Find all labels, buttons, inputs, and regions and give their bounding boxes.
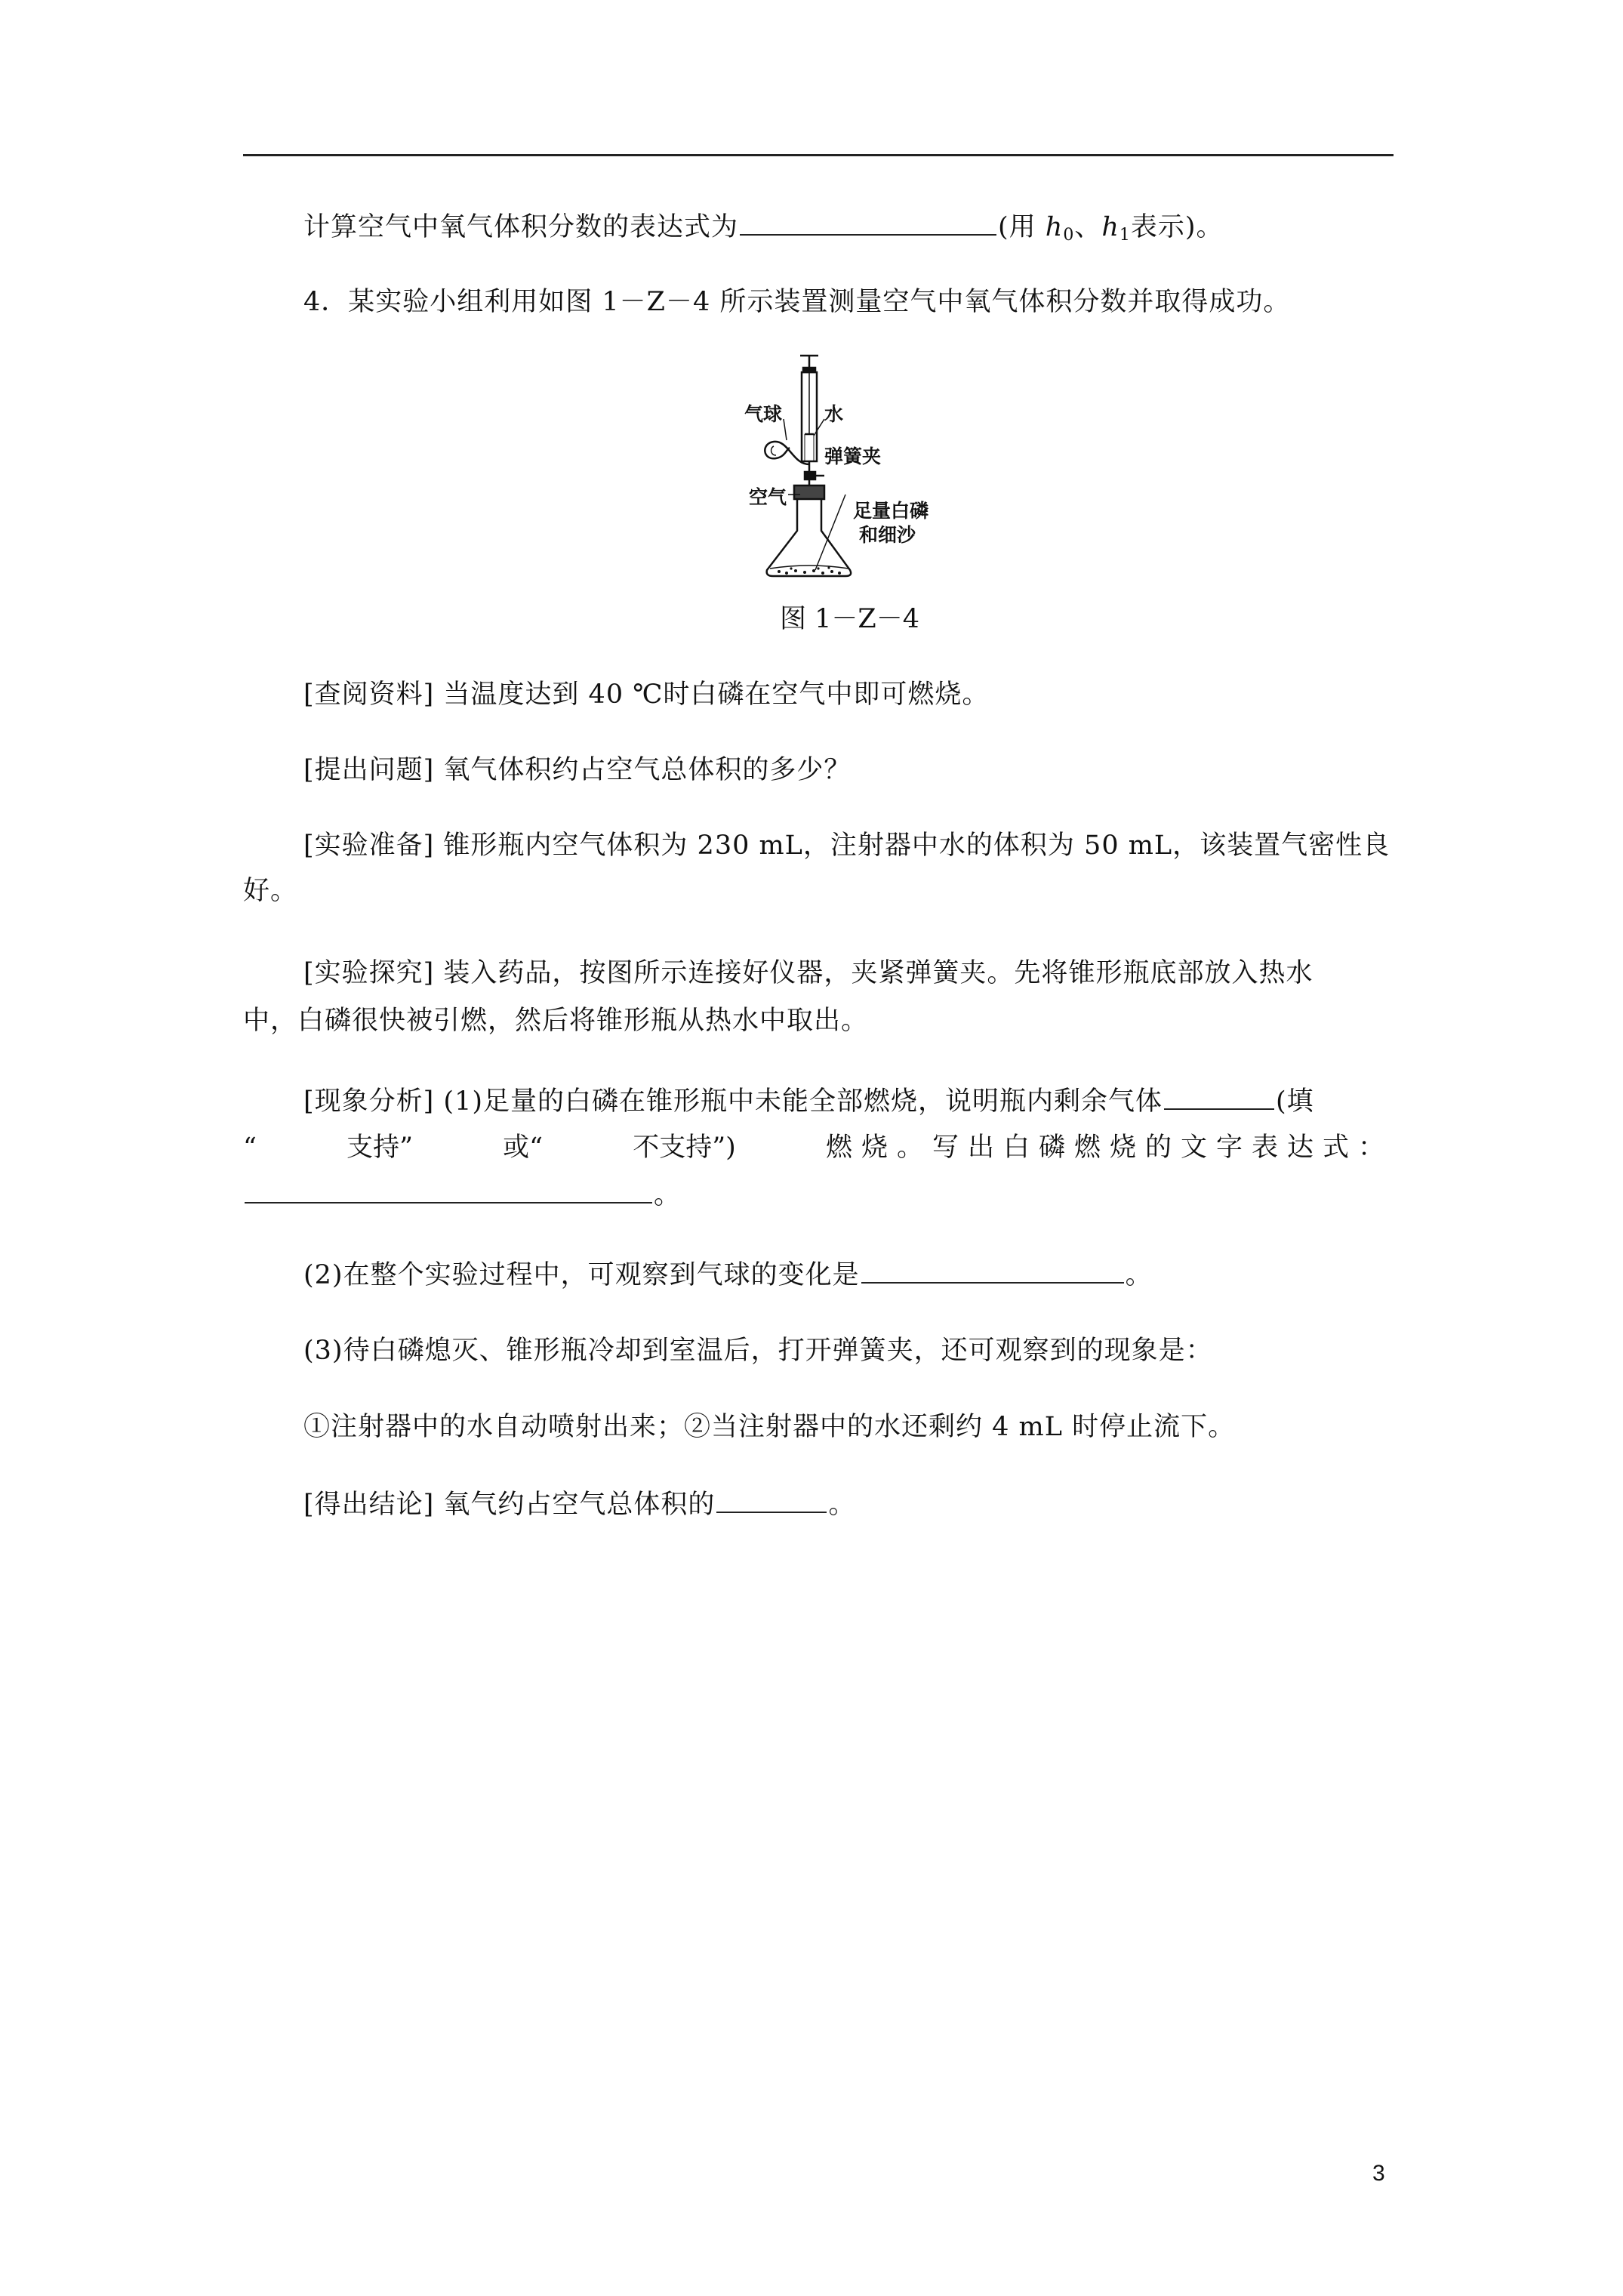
answer-blank-expression[interactable] bbox=[245, 1178, 652, 1203]
label-air: 空气 bbox=[749, 486, 787, 508]
para-lookup: [查阅资料] 当温度达到 40 ℃时白磷在空气中即可燃烧。 bbox=[303, 680, 990, 710]
analysis-line1: [现象分析] (1)足量的白磷在锥形瓶中未能全部燃烧，说明瓶内剩余气体 (填 bbox=[303, 1084, 1314, 1118]
analysis-line3: 。 bbox=[243, 1178, 681, 1212]
para-question: [提出问题] 氧气体积约占空气总体积的多少？ bbox=[303, 755, 852, 785]
page-number: 3 bbox=[1372, 2161, 1385, 2186]
apparatus-figure bbox=[740, 351, 966, 581]
answer-blank-conclusion[interactable] bbox=[716, 1487, 827, 1513]
para-explore-line1: [实验探究] 装入药品，按图所示连接好仪器，夹紧弹簧夹。先将锥形瓶底部放入热水 bbox=[303, 958, 1313, 988]
label-balloon: 气球 bbox=[744, 403, 783, 425]
para-explore-line2: 中，白磷很快被引燃，然后将锥形瓶从热水中取出。 bbox=[243, 1006, 869, 1036]
sand-dots bbox=[778, 566, 841, 575]
conclusion-line: [得出结论] 氧气约占空气总体积的 。 bbox=[303, 1487, 855, 1521]
answer-blank-support[interactable] bbox=[1164, 1084, 1274, 1110]
label-phosphorus-line2: 和细沙 bbox=[859, 524, 916, 546]
clip-illustration bbox=[805, 472, 824, 479]
observation-line: ①注射器中的水自动喷射出来；②当注射器中的水还剩约 4 mL 时停止流下。 bbox=[303, 1412, 1236, 1442]
formula-line: 计算空气中氧气体积分数的表达式为 (用 $h_0$、$h_1$表示)。 bbox=[303, 210, 1224, 244]
analysis-line2: “ 支持” 或“ 不支持”) 燃烧。写出白磷燃烧的文字表达式： bbox=[243, 1133, 1394, 1163]
answer-blank-formula[interactable] bbox=[740, 210, 996, 236]
question-4-intro: 4．某实验小组利用如图 1－Z－4 所示装置测量空气中氧气体积分数并取得成功。 bbox=[303, 287, 1291, 317]
label-phosphorus-line1: 足量白磷 bbox=[853, 500, 929, 522]
question-2-line: (2)在整个实验过程中，可观察到气球的变化是 。 bbox=[303, 1258, 1153, 1292]
para-prep-line1: [实验准备] 锥形瓶内空气体积为 230 mL，注射器中水的体积为 50 mL，该装置气密性良 bbox=[303, 831, 1390, 861]
figure-caption: 图 1－Z－4 bbox=[780, 604, 919, 634]
formula-text: 计算空气中氧气体积分数的表达式为 bbox=[303, 212, 739, 242]
label-clip: 弹簧夹 bbox=[824, 445, 882, 467]
header-rule bbox=[243, 154, 1394, 156]
para-prep-line2: 好。 bbox=[243, 876, 298, 906]
answer-blank-balloon[interactable] bbox=[861, 1258, 1124, 1284]
label-water: 水 bbox=[824, 403, 844, 425]
question-3-line: (3)待白磷熄灭、锥形瓶冷却到室温后，打开弹簧夹，还可观察到的现象是： bbox=[303, 1336, 1213, 1366]
